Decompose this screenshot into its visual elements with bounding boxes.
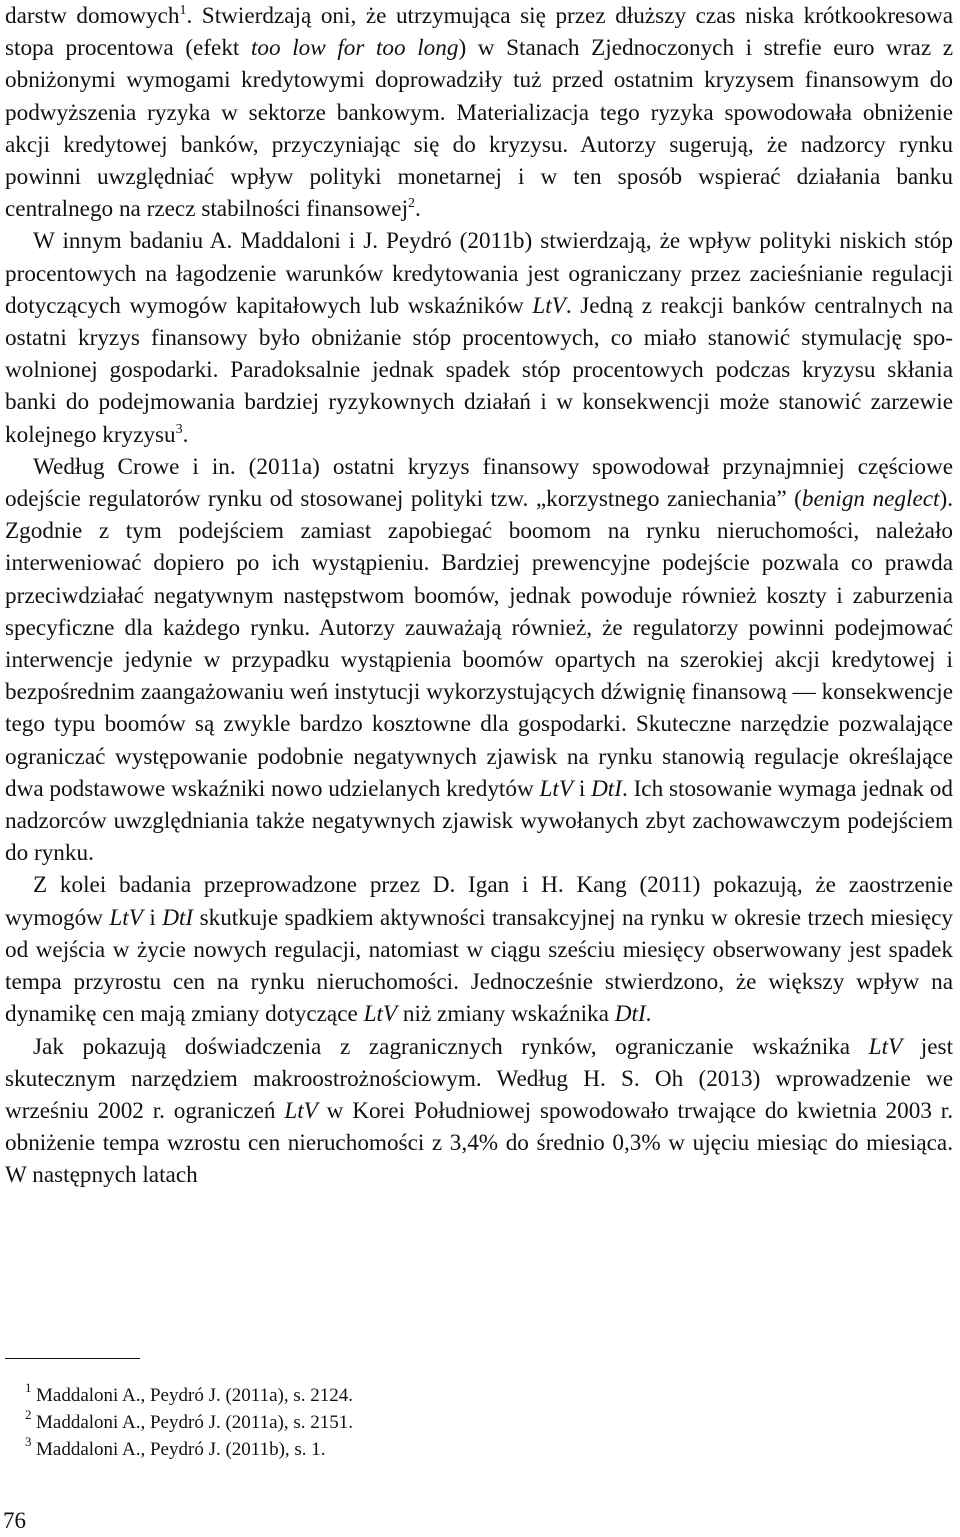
text-segment: w Korei Południowej spowodowało trwające do kwietnia 2003 r. obniżenie tempa wzrostu cen nieruchomości z 3,4% do średnio 0,3% w ujęciu miesiąc do miesiąca. W następnych latach — [5, 1097, 953, 1189]
page — [5, 0, 953, 1192]
text-segment: ) w Stanach Zjednoczonych i strefie euro wraz z obniżonymi wymogami kredytowymi doprowadziły tuż przed ostatnim kryzysem finansowym do podwyższenia ryzyka w sektorze bankowym. Materializacja tego ryzyka spowodowała obniżenie akcji kredytowej banków, przyczyniając się do kryzysu. Autorzy sugerują, że nadzorcy rynku powinni uwzględniać wpływ polityki monetarnej i w ten sposób wspierać działania banku centralnego na rzecz stabilności finansowej — [5, 35, 954, 223]
text-segment: . — [645, 1001, 652, 1028]
italic-text: benign neglect — [801, 486, 940, 513]
paragraph — [5, 1031, 953, 1192]
paragraph — [5, 0, 953, 225]
italic-text: LtV — [539, 775, 574, 802]
text-segment: i — [573, 775, 592, 802]
text-segment: jest skutecznym narzędziem makroostrożnościowym. Według H. S. Oh (2013) wprowadzenie we wrześniu 2002 r. ograniczeń — [5, 1033, 954, 1124]
paragraph — [5, 451, 953, 870]
italic-text: LtV — [363, 1001, 398, 1028]
footnote-number: 1 — [25, 1380, 32, 1395]
footnote-item — [5, 1409, 905, 1436]
text-segment: niż zmiany wskaźnika — [397, 1001, 615, 1028]
italic-text: LtV — [868, 1033, 903, 1060]
footnote-reference: 3 — [175, 421, 183, 437]
footnotes — [5, 1382, 905, 1463]
footnote-item — [5, 1436, 905, 1463]
text-segment: Według Crowe i in. (2011a) ostatni kryzys finansowy spowodował przynajmniej częściowe odejście regulatorów rynku od stosowanej polityki tzw. „korzystnego zaniechania” ( — [5, 453, 953, 513]
text-segment: . Jedną z reakcji banków centralnych na ostatni kryzys finansowy było obniżanie stóp procentowych, co miało stanowić stymulację spowolnionej gospodarki. Paradoksalnie jednak spadek stóp procentowych podczas kryzysu skłania banki do podejmowania bardziej ryzykownych działań i w konsekwencji może stanowić zarzewie kolejnego kryzysu — [5, 292, 953, 448]
italic-text: LtV — [532, 292, 566, 319]
text-segment: W innym badaniu A. Maddaloni i J. Peydró (2011b) stwierdzają, że wpływ polityki niskich stóp procentowych na łagodzenie warunków kredytowania jest ograniczany przez zacieśnianie regulacji dotyczących wymogów kapitałowych lub wskaźników — [5, 228, 953, 319]
text-segment: darstw domowych — [5, 3, 180, 29]
text-segment: . Ich stosowanie wymaga jednak od nadzorców uwzględniania także negatywnych zjawisk wywołanych zbyt zachowawczym podejściem do rynku. — [5, 775, 953, 867]
text-segment: . — [415, 196, 421, 223]
footnote-reference: 1 — [179, 3, 187, 18]
page-number: 76 — [3, 1508, 26, 1533]
text-segment: Z kolei badania przeprowadzone przez D. Igan i H. Kang (2011) pokazują, że zaostrzenie wymogów — [5, 872, 953, 931]
text-segment: . — [182, 421, 189, 448]
footnote-reference: 2 — [408, 196, 416, 212]
italic-text: DtI — [614, 1001, 646, 1028]
italic-text: LtV — [284, 1097, 318, 1124]
footnote-text: Maddaloni A., Peydró J. (2011a), s. 2151. — [36, 1412, 353, 1433]
footnote-text: Maddaloni A., Peydró J. (2011a), s. 2124. — [36, 1385, 353, 1406]
footnote-separator — [5, 1358, 140, 1359]
paragraph — [5, 869, 953, 1030]
text-segment: Jak pokazują doświadczenia z zagranicznych rynków, ograniczanie wskaźnika — [33, 1033, 869, 1060]
text-segment: ). Zgodnie z tym podejściem zamiast zapobiegać boomom na rynku nieruchomości, należało interweniować dopiero po ich wystąpieniu. Bardziej prewencyjne podejście pozwala co prawda przeciwdziałać negatywnym następstwom boomów, jednak powoduje również koszty i zaburzenia specyficzne dla każdego rynku. Autorzy zauważają również, że regulatorzy powinni podejmować interwencje jedynie w przypadku wystąpienia boomów opartych na szerokiej akcji kredytowej i bezpośrednim zaangażowaniu weń instytucji wykorzystujących dźwignię finansową — konsekwencje tego typu boomów są zwykle bardzo kosztowne dla gospodarki. Skuteczne narzędzie pozwalające ograniczać występowanie podobnie negatywnych zjawisk na rynku stanowią regulacje określające dwa podstawowe wskaźniki nowo udzielanych kredytów — [5, 486, 954, 802]
text-segment: . Stwierdzają oni, że utrzymująca się przez dłuższy czas niska krótkookresowa stopa procentowa (efekt — [5, 3, 953, 62]
footnote-text: Maddaloni A., Peydró J. (2011b), s. 1. — [36, 1439, 326, 1460]
italic-text: DtI — [162, 904, 194, 931]
italic-text: too low for too long — [250, 35, 459, 62]
text-segment: i — [142, 904, 163, 931]
footnote-number: 2 — [25, 1407, 32, 1422]
text-segment: skutkuje spadkiem aktywności transakcyjnej na rynku w okresie trzech miesięcy od wejścia w życie nowych regulacji, natomiast w ciągu sześciu miesięcy obserwowany jest spadek tempa przyrostu cen na rynku nieruchomości. Jednocześnie stwierdzono, że większy wpływ na dynamikę cen mają zmiany dotyczące — [5, 904, 953, 1028]
paragraph — [5, 225, 953, 450]
italic-text: DtI — [591, 775, 622, 802]
footnote-number: 3 — [25, 1434, 32, 1449]
body-text — [5, 0, 953, 1192]
footnote-item — [5, 1382, 905, 1409]
italic-text: LtV — [109, 904, 143, 931]
